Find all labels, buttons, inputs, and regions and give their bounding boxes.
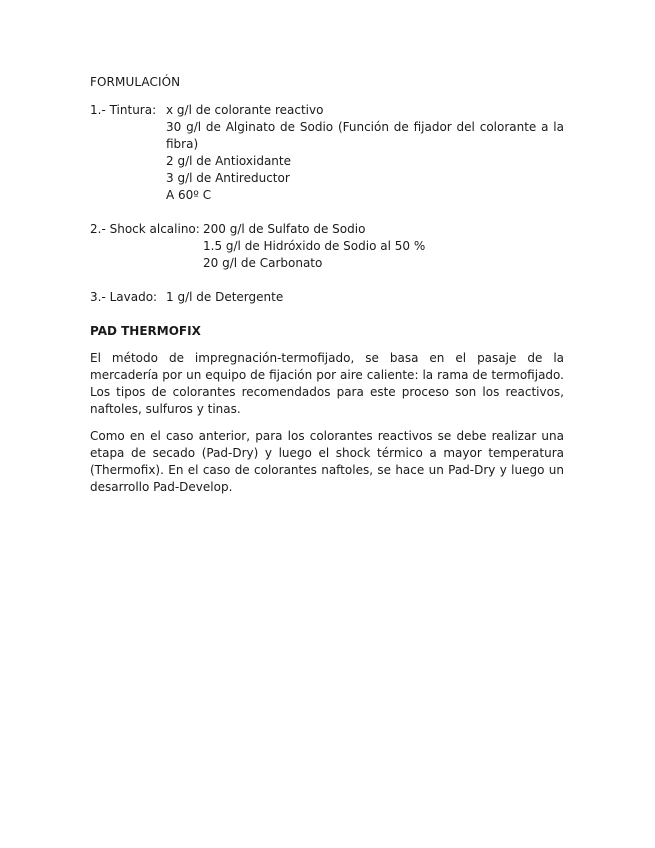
document-page	[90, 74, 564, 506]
formulation-item-lavado	[90, 289, 564, 306]
item-label: 2.- Shock alcalino:	[90, 222, 200, 236]
body-paragraph: El método de impregnación-termofijado, se basa en el pasaje de la mercadería por un equipo de fijación por aire caliente: la rama de termofijado. Los tipos de colorantes recomendados para este proceso son los reactivos, naftoles, sulfuros y tinas.	[90, 351, 564, 416]
item-lines	[203, 221, 564, 272]
body-paragraph: Como en el caso anterior, para los colorantes reactivos se debe realizar una etapa de secado (Pad-Dry) y luego el shock térmico a mayor temperatura (Thermofix). En el caso de colorantes naftoles, se hace un Pad-Dry y luego un desarrollo Pad-Develop.	[90, 429, 564, 494]
item-lines	[166, 289, 564, 306]
formulation-item-shock-alcalino	[90, 221, 564, 272]
item-line: 1 g/l de Detergente	[166, 290, 284, 304]
item-line: A 60º C	[166, 188, 212, 202]
item-lines	[166, 102, 564, 204]
item-line: 20 g/l de Carbonato	[203, 256, 323, 270]
item-line: 3 g/l de Antireductor	[166, 171, 290, 185]
item-line: 200 g/l de Sulfato de Sodio	[203, 222, 366, 236]
item-label: 1.- Tintura:	[90, 103, 157, 117]
item-line: 1.5 g/l de Hidróxido de Sodio al 50 %	[203, 239, 426, 253]
item-label: 3.- Lavado:	[90, 290, 158, 304]
item-line: 30 g/l de Alginato de Sodio (Función de fijador del colorante a la fibra)	[166, 120, 564, 151]
formulation-item-tintura	[90, 102, 564, 204]
section-heading: PAD THERMOFIX	[90, 324, 201, 338]
item-line: x g/l de colorante reactivo	[166, 103, 324, 117]
formulacion-heading: FORMULACIÓN	[90, 75, 181, 89]
item-line: 2 g/l de Antioxidante	[166, 154, 291, 168]
